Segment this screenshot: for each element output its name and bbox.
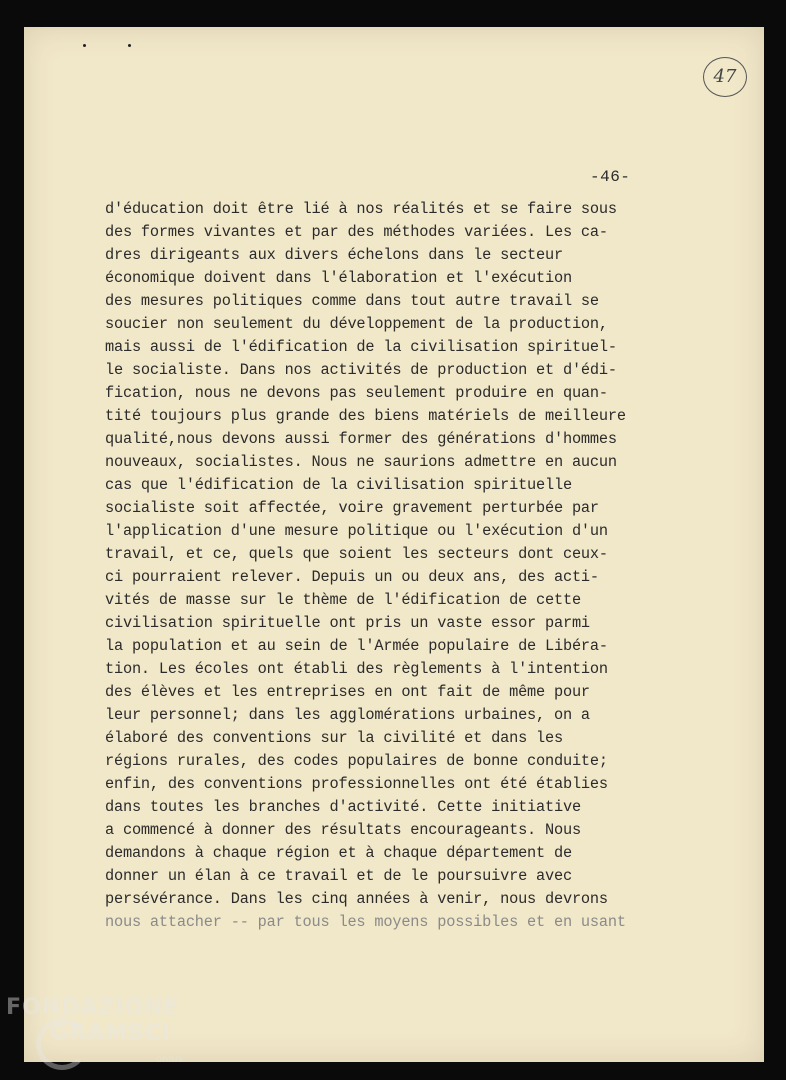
text-line: socialiste soit affectée, voire gravement perturbée par (105, 499, 599, 517)
punch-mark (83, 44, 86, 47)
watermark-line: GRAMSCI (50, 1021, 172, 1046)
text-line: des formes vivantes et par des méthodes variées. Les ca- (105, 223, 608, 241)
text-line: l'application d'une mesure politique ou l'exécution d'un (105, 522, 608, 540)
watermark-line: onlus (156, 1054, 183, 1065)
text-line: élaboré des conventions sur la civilité et dans les (105, 729, 563, 747)
text-line: tité toujours plus grande des biens matériels de meilleure (105, 407, 626, 425)
text-line: fication, nous ne devons pas seulement produire en quan- (105, 384, 608, 402)
text-line: persévérance. Dans les cinq années à venir, nous devrons (105, 890, 608, 908)
text-line: régions rurales, des codes populaires de bonne conduite; (105, 752, 608, 770)
text-line: le socialiste. Dans nos activités de production et d'édi- (105, 361, 617, 379)
text-line: cas que l'édification de la civilisation spirituelle (105, 476, 572, 494)
text-line: mais aussi de l'édification de la civilisation spirituel- (105, 338, 617, 356)
text-line: qualité,nous devons aussi former des générations d'hommes (105, 430, 617, 448)
text-line: ci pourraient relever. Depuis un ou deux ans, des acti- (105, 568, 599, 586)
text-line: dres dirigeants aux divers échelons dans le secteur (105, 246, 563, 264)
page-number: -46- (590, 168, 631, 186)
watermark-line: FONDAZIONE (6, 995, 180, 1020)
text-line: d'éducation doit être lié à nos réalités et se faire sous (105, 200, 617, 218)
text-line: des mesures politiques comme dans tout autre travail se (105, 292, 599, 310)
text-line: économique doivent dans l'élaboration et l'exécution (105, 269, 572, 287)
text-line: donner un élan à ce travail et de le poursuivre avec (105, 867, 572, 885)
typed-paragraph (105, 198, 665, 934)
text-line: dans toutes les branches d'activité. Cette initiative (105, 798, 581, 816)
text-line: tion. Les écoles ont établi des règlements à l'intention (105, 660, 608, 678)
text-line: travail, et ce, quels que soient les secteurs dont ceux- (105, 545, 608, 563)
text-line: soucier non seulement du développement de la production, (105, 315, 608, 333)
text-line: civilisation spirituelle ont pris un vaste essor parmi (105, 614, 590, 632)
text-line: la population et au sein de l'Armée populaire de Libéra- (105, 637, 608, 655)
text-line: nous attacher -- par tous les moyens possibles et en usant (105, 913, 626, 931)
archive-stamp: 47 (703, 57, 747, 97)
text-line: leur personnel; dans les agglomérations urbaines, on a (105, 706, 590, 724)
text-line: des élèves et les entreprises en ont fait de même pour (105, 683, 590, 701)
text-line: a commencé à donner des résultats encourageants. Nous (105, 821, 581, 839)
punch-mark (128, 44, 131, 47)
text-line: vités de masse sur le thème de l'édification de cette (105, 591, 581, 609)
archive-watermark (6, 995, 183, 1073)
text-line: enfin, des conventions professionnelles ont été établies (105, 775, 608, 793)
text-line: nouveaux, socialistes. Nous ne saurions admettre en aucun (105, 453, 617, 471)
text-line: demandons à chaque région et à chaque département de (105, 844, 572, 862)
